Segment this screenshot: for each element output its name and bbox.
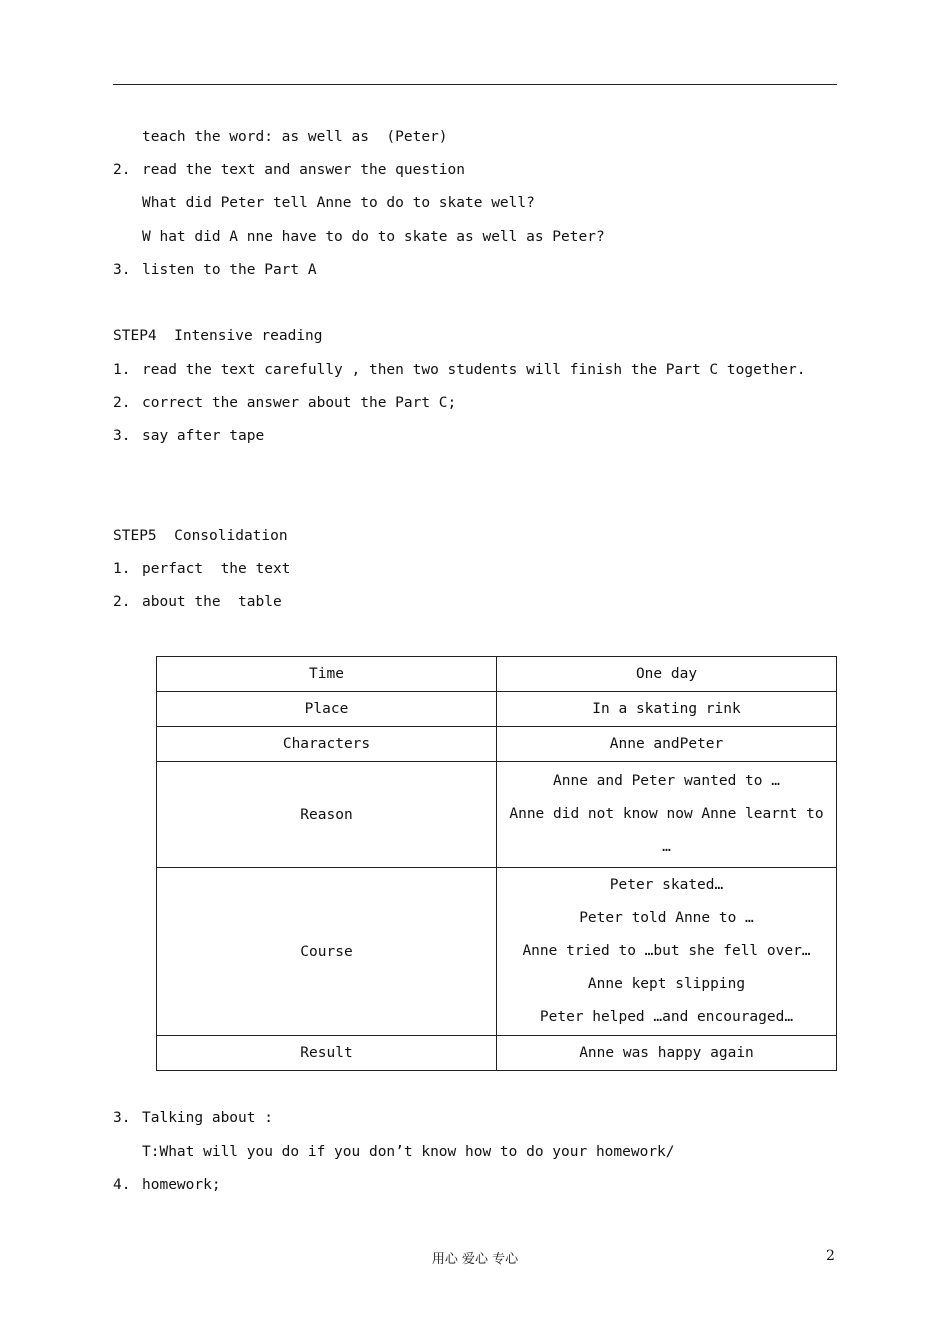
section-heading: STEP4 Intensive reading [113,328,323,344]
cell-line: Anne kept slipping [587,976,746,992]
row-label-characters: Characters [157,727,497,762]
text-line: perfact the text [142,561,291,577]
cell-line: Anne andPeter [609,735,724,752]
line-number: 1. [113,362,131,378]
cell-line: … [662,839,671,855]
cell-line: Anne was happy again [579,1044,754,1061]
row-label-time: Time [157,657,497,692]
cell-line: Peter skated… [609,877,724,893]
cell-line: Anne and Peter wanted to … [553,773,780,789]
line-number: 3. [113,262,131,278]
text-line: say after tape [142,428,265,444]
text-line: read the text carefully , then two students will finish the Part C together. [142,362,806,378]
line-number: 2. [113,162,131,178]
table-row [157,1036,837,1071]
cell-line: Peter told Anne to … [579,910,754,926]
text-line: read the text and answer the question [142,162,466,178]
line-number: 3. [113,1110,131,1126]
text-line: T:What will you do if you don’t know how to do your homework/ [142,1144,675,1160]
row-label-reason: Reason [157,762,497,868]
line-number: 4. [113,1177,131,1193]
line-number: 2. [113,594,131,610]
row-value-place [497,692,837,727]
text-line: listen to the Part A [142,262,317,278]
page-number: 2 [826,1248,835,1264]
section-heading: STEP5 Consolidation [113,528,288,544]
row-label-course: Course [157,868,497,1036]
cell-line: Anne did not know now Anne learnt to [509,806,824,822]
line-number: 3. [113,428,131,444]
line-number: 1. [113,561,131,577]
footer-text: 用心 爱心 专心 [431,1252,519,1267]
header-rule [113,84,837,85]
text-line: teach the word: as well as (Peter) [142,129,448,145]
row-value-course [497,868,837,1036]
text-line: W hat did A nne have to do to skate as well as Peter? [142,229,605,245]
text-line: homework; [142,1177,221,1193]
row-label-result: Result [157,1036,497,1071]
cell-line: Peter helped …and encouraged… [539,1009,794,1025]
table-row [157,692,837,727]
text-line: Talking about : [142,1110,273,1126]
story-table [156,656,837,1071]
text-line: correct the answer about the Part C; [142,395,457,411]
cell-line: One day [635,665,698,682]
row-value-reason [497,762,837,868]
row-value-result [497,1036,837,1071]
cell-line: Anne tried to …but she fell over… [522,943,811,959]
text-line: about the table [142,594,282,610]
line-number: 2. [113,395,131,411]
row-label-place: Place [157,692,497,727]
table-row [157,868,837,1036]
row-value-time [497,657,837,692]
table-row [157,762,837,868]
row-value-characters [497,727,837,762]
text-line: What did Peter tell Anne to do to skate well? [142,195,535,211]
table-row [157,657,837,692]
cell-line: In a skating rink [592,700,741,717]
table-row [157,727,837,762]
